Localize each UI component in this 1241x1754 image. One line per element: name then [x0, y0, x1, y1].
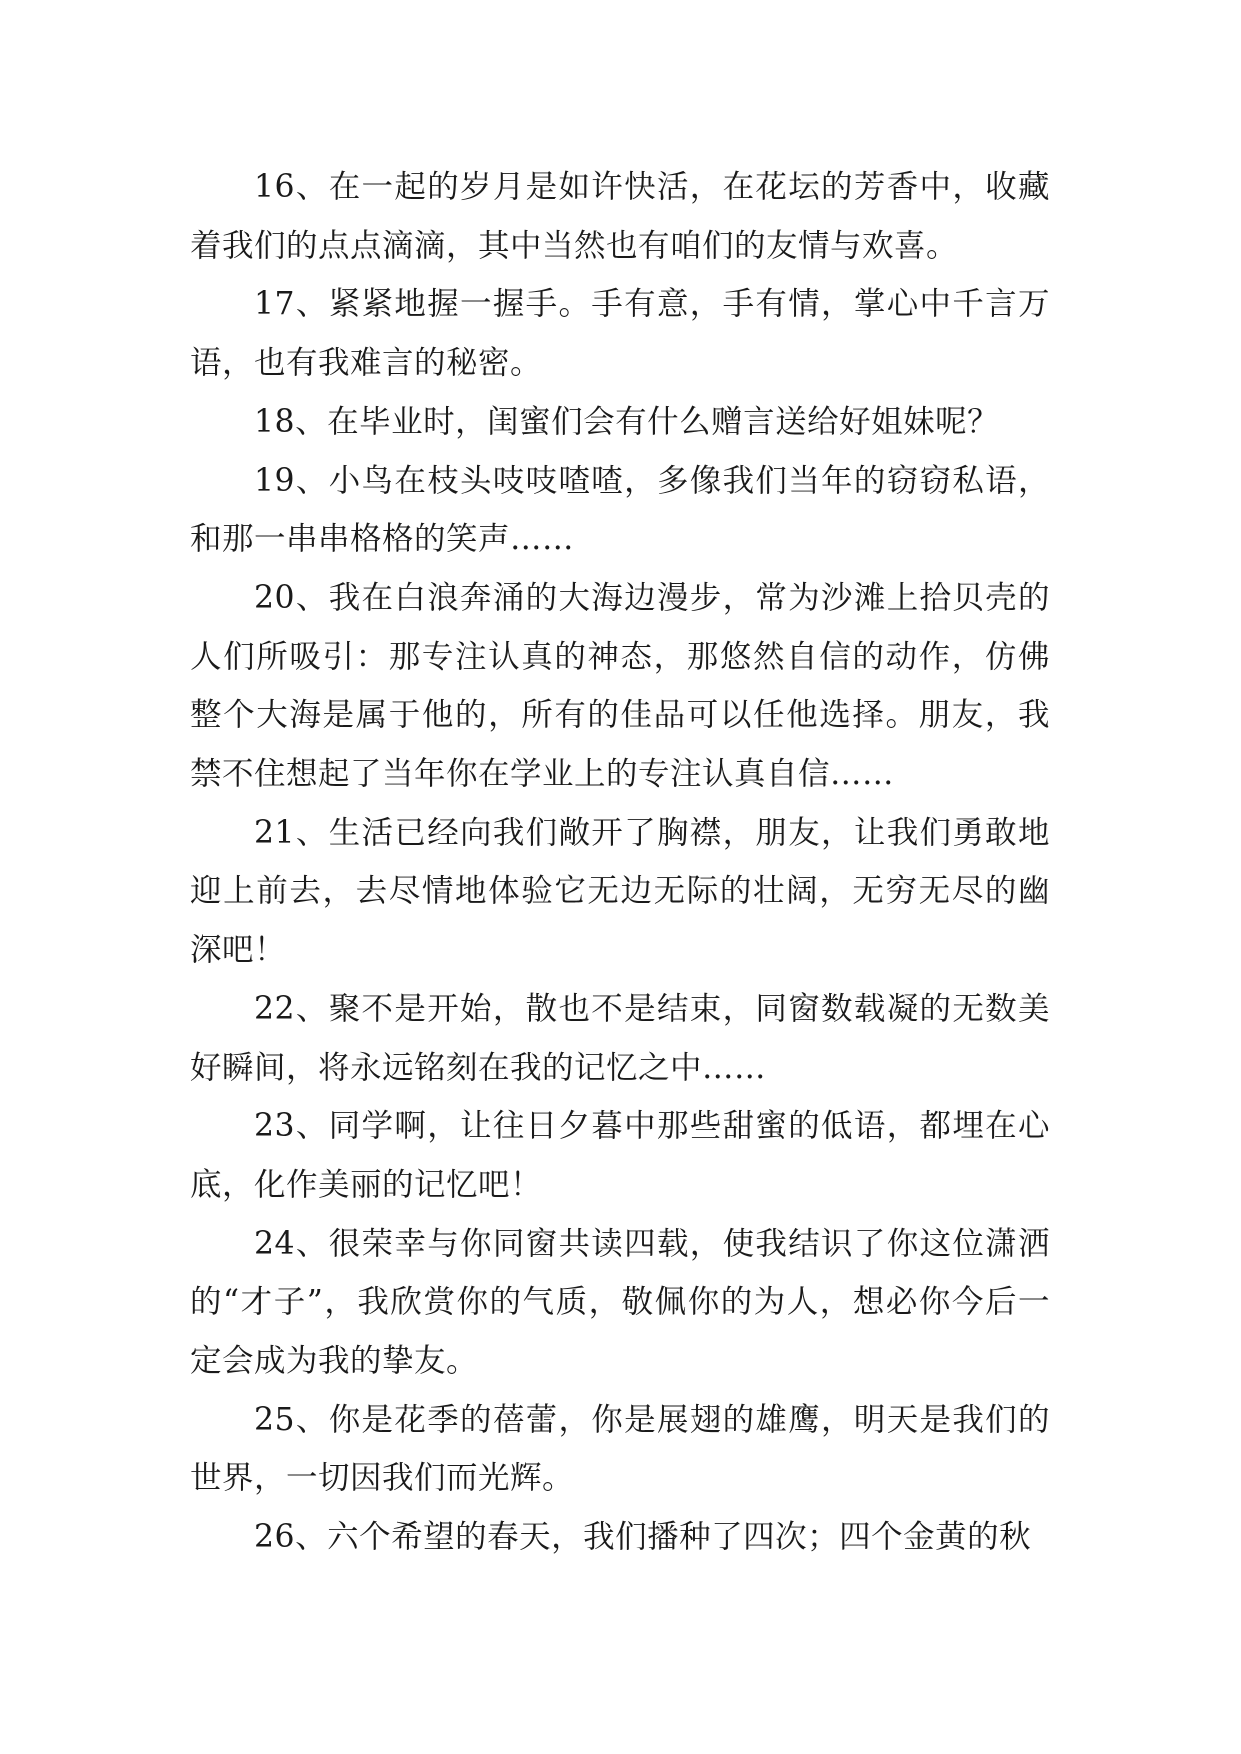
paragraph-17: 17、紧紧地握一握手。手有意，手有情，掌心中千言万语，也有我难言的秘密。 [190, 286, 1050, 382]
document-body [190, 158, 1050, 1567]
paragraph-21: 21、生活已经向我们敞开了胸襟，朋友，让我们勇敢地迎上前去，去尽情地体验它无边无际的壮阔，无穷无尽的幽深吧！ [190, 814, 1050, 969]
paragraph-18: 18、在毕业时，闺蜜们会有什么赠言送给好姐妹呢？ [254, 403, 1000, 440]
paragraph-16: 16、在一起的岁月是如许快活，在花坛的芳香中，收藏着我们的点点滴滴，其中当然也有咱们的友情与欢喜。 [190, 169, 1050, 264]
paragraph-23: 23、同学啊，让往日夕暮中那些甜蜜的低语，都埋在心底，化作美丽的记忆吧！ [190, 1108, 1050, 1203]
paragraph-20: 20、我在白浪奔涌的大海边漫步，常为沙滩上拾贝壳的人们所吸引：那专注认真的神态，那悠然自信的动作，仿佛整个大海是属于他的，所有的佳品可以任他选择。朋友，我禁不住想起了当年你在学业上的专注认真自信…… [190, 579, 1050, 793]
paragraph-26: 26、六个希望的春天，我们播种了四次；四个金黄的秋 [254, 1519, 1032, 1556]
paragraph-22: 22、聚不是开始，散也不是结束，同窗数载凝的无数美好瞬间，将永远铭刻在我的记忆之中…… [190, 990, 1050, 1086]
paragraph-25: 25、你是花季的蓓蕾，你是展翅的雄鹰，明天是我们的世界，一切因我们而光辉。 [190, 1401, 1050, 1497]
paragraph-19: 19、小鸟在枝头吱吱喳喳，多像我们当年的窃窃私语，和那一串串格格的笑声…… [190, 462, 1050, 558]
paragraph-24: 24、很荣幸与你同窗共读四载，使我结识了你这位潇洒的“才子”，我欣赏你的气质，敬佩你的为人，想必你今后一定会成为我的挚友。 [190, 1225, 1050, 1380]
